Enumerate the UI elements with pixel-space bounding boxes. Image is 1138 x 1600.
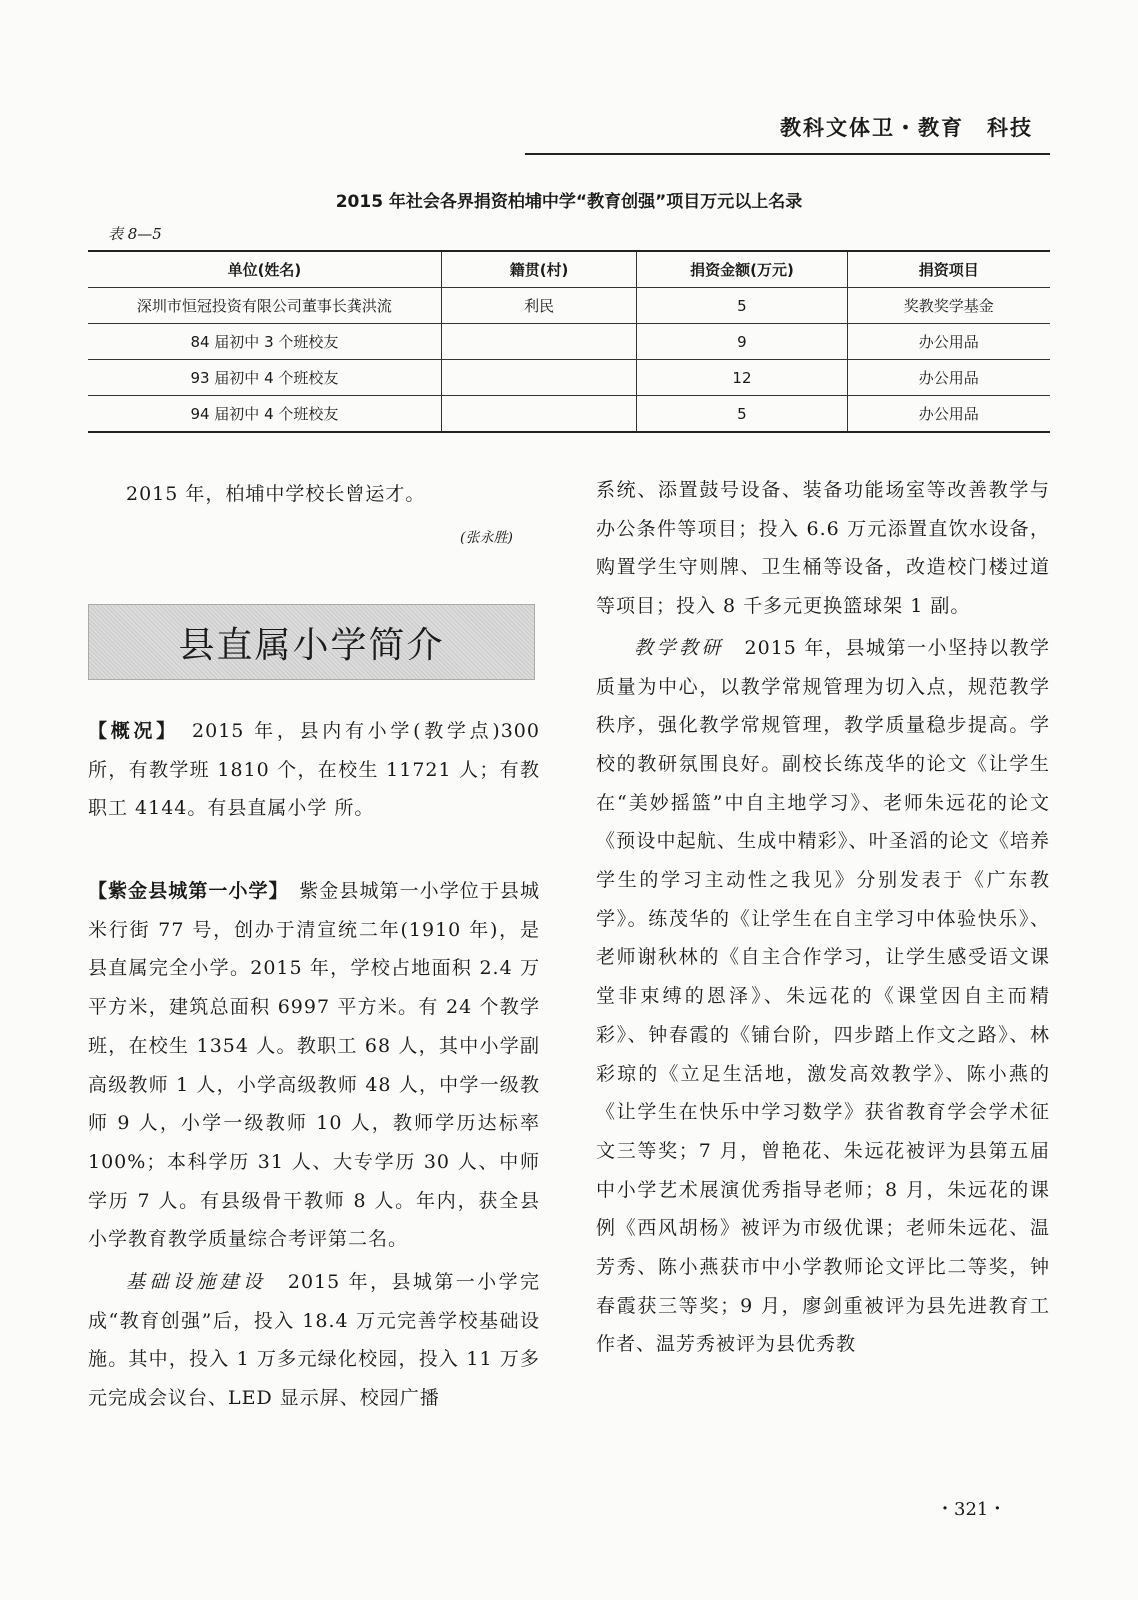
table-cell: 利民	[441, 288, 636, 324]
header-rule	[525, 153, 1050, 155]
continuation-paragraph: 系统、添置鼓号设备、装备功能场室等改善教学与办公条件等项目；投入 6.6 万元添置直饮水设备，购置学生守则牌、卫生桶等设备，改造校门楼过道等项目；投入 8 千多元更换篮球架 1 副。	[596, 479, 1050, 618]
table-cell: 办公用品	[847, 324, 1050, 360]
table-cell: 5	[637, 396, 847, 433]
table-cell: 84 届初中 3 个班校友	[88, 324, 441, 360]
table-cell: 办公用品	[847, 360, 1050, 396]
teaching-paragraph	[596, 629, 1050, 1364]
overview-paragraph	[88, 712, 540, 828]
table-row	[88, 324, 1050, 360]
page-number: ・321・	[936, 1499, 1007, 1520]
school1-text: 紫金县城第一小学位于县城米行街 77 号，创办于清宣统二年(1910 年)，是县直属完全小学。2015 年，学校占地面积 2.4 万平方米，建筑总面积 6997 平方米。有 24 个教学班，在校生 1354 人。教职工 68 人，其中小学副高级教师 1 人，小学高级教师 48 人，中学一级教师 9 人，小学一级教师 10 人，教师学历达标率 100%；本科学历 31 人、大专学历 30 人、中师学历 7 人。有县级骨干教师 8 人。年内，获全县小学教育教学质量综合考评第二名。	[88, 880, 540, 1251]
table-row	[88, 396, 1050, 433]
table-cell: 5	[637, 288, 847, 324]
infra-paragraph	[88, 1263, 540, 1418]
table-cell: 深圳市恒冠投资有限公司董事长龚洪流	[88, 288, 441, 324]
table-cell	[441, 360, 636, 396]
table-cell: 9	[637, 324, 847, 360]
school1-paragraph	[88, 872, 540, 1259]
table-cell	[441, 324, 636, 360]
table-cell	[441, 396, 636, 433]
table-row	[88, 288, 1050, 324]
table-cell: 办公用品	[847, 396, 1050, 433]
infra-heading: 基础设施建设	[126, 1271, 267, 1294]
school1-heading: 【紫金县城第一小学】	[88, 880, 280, 902]
infra-text: 2015 年，县城第一小学完成“教育创强”后，投入 18.4 万元完善学校基础设施。其中，投入 1 万多元绿化校园，投入 11 万多元完成会议台、LED 显示屏、校园广播	[88, 1271, 540, 1410]
donor-table	[88, 250, 1050, 433]
overview-text: 2015 年，县内有小学(教学点)300 所，有教学班 1810 个，在校生 11721 人；有教职工 4144。有县直属小学 所。	[88, 720, 540, 820]
overview-heading: 【概况】	[88, 720, 170, 742]
teaching-heading: 教学教研	[634, 636, 725, 659]
teaching-text: 2015 年，县城第一小坚持以教学质量为中心，以教学常规管理为切入点，规范教学秩序，强化教学常规管理，教学质量稳步提高。学校的教研氛围良好。副校长练茂华的论文《让学生在“美妙摇篮”中自主地学习》、老师朱远花的论文《预设中起航、生成中精彩》、叶圣滔的论文《培养学生的学习主动性之我见》分别发表于《广东教学》。练茂华的《让学生在自主学习中体验快乐》、老师谢秋林的《自主合作学习，让学生感受语文课堂非束缚的恩泽》、朱远花的《课堂因自主而精彩》、钟春霞的《铺台阶，四步踏上作文之路》、林彩琼的《立足生活地，激发高效教学》、陈小燕的《让学生在快乐中学习数学》获省教育学会学术征文三等奖；7 月，曾艳花、朱远花被评为县第五届中小学艺术展演优秀指导老师；8 月，朱远花的课例《西风胡杨》被评为市级优课；老师朱远花、温芳秀、陈小燕获市中小学教师论文评比二等奖，钟春霞获三等奖；9 月，廖剑重被评为县先进教育工作者、温芳秀被评为县优秀教	[596, 636, 1050, 1356]
author-credit: (张永胜)	[460, 530, 513, 546]
principal-note: 2015 年，柏埔中学校长曾运才。	[126, 483, 426, 505]
table-row	[88, 360, 1050, 396]
table-cell: 12	[637, 360, 847, 396]
table-cell: 奖教奖学基金	[847, 288, 1050, 324]
table-title: 2015 年社会各界捐资柏埔中学“教育创强”项目万元以上名录	[335, 192, 803, 212]
table-label: 表 8—5	[108, 225, 162, 243]
table-cell: 94 届初中 4 个班校友	[88, 396, 441, 433]
column-header-project: 捐资项目	[847, 251, 1050, 288]
column-header-amount: 捐资金额(万元)	[637, 251, 847, 288]
table-header-row	[88, 251, 1050, 288]
section-header: 教科文体卫・教育 科技	[780, 116, 1033, 140]
section-title-box	[88, 604, 535, 680]
column-header-origin: 籍贯(村)	[441, 251, 636, 288]
column-header-unit: 单位(姓名)	[88, 251, 441, 288]
school1-section	[88, 872, 540, 1418]
right-column	[596, 471, 1050, 1364]
section-title: 县直属小学简介	[178, 624, 445, 666]
table-cell: 93 届初中 4 个班校友	[88, 360, 441, 396]
